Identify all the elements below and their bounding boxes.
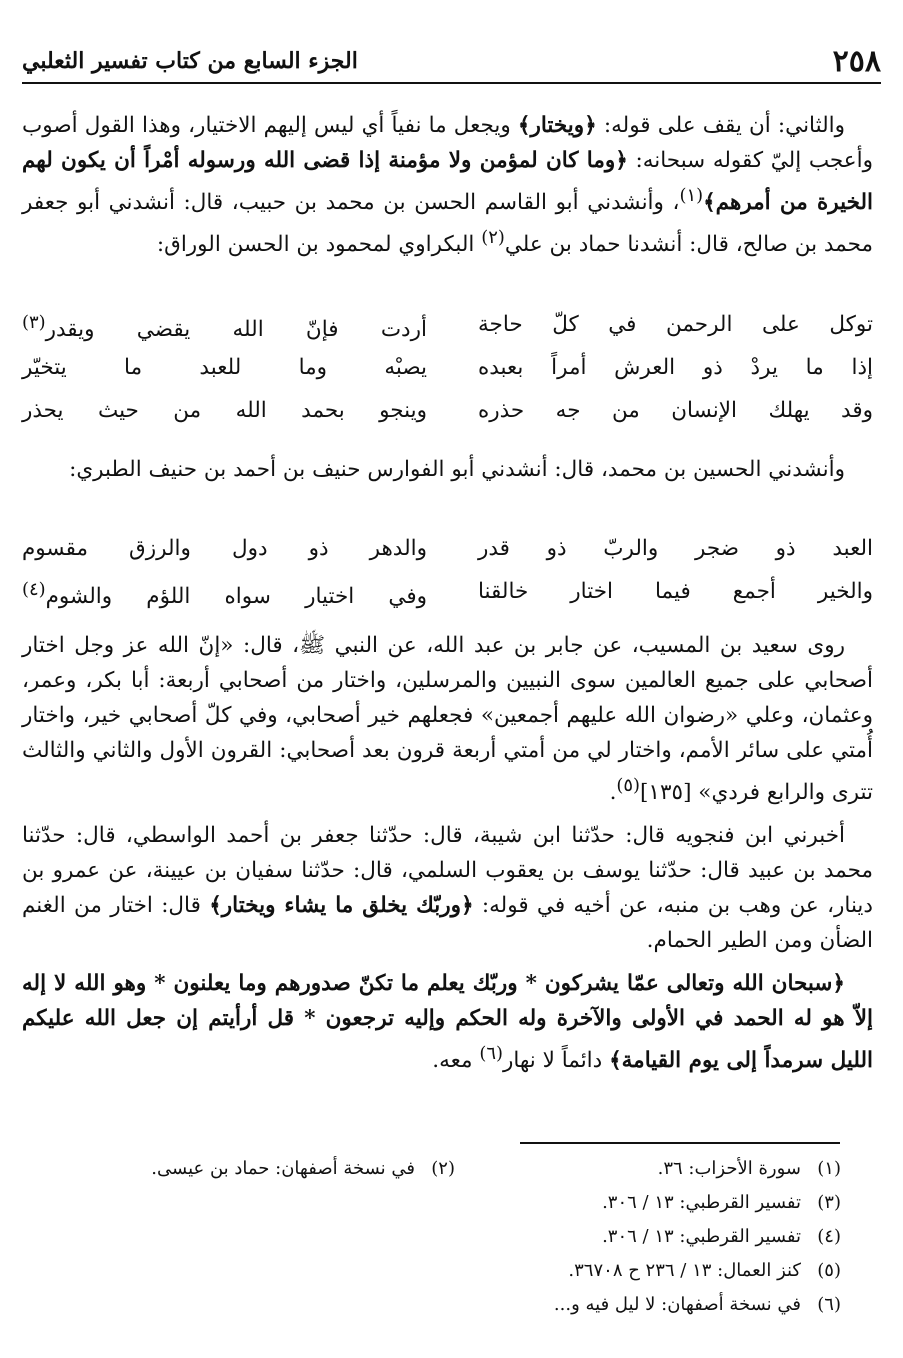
footnote (151, 1152, 455, 1186)
text-block-2 (22, 452, 873, 487)
text-run: والثاني: أن يقف على قوله: (596, 113, 846, 138)
footnote (554, 1288, 841, 1322)
poem-2 (22, 536, 873, 622)
text-block-3 (22, 628, 873, 1078)
text-run: روى سعيد بن المسيب، عن جابر بن عبد الله، عن النبي ﷺ، قال: «إنّ الله عز وجل اختار أصحابي على جميع العالمين سوى النبيين والمرسلين، واختار من أصحابي أربعة: أبا بكر، وعمر، وعثمان، وعلي «رضوان الله عليهم أجمعين» فجعلهم خير أصحابي، وفي كلّ أصحابي خير، واختار أُمتي على سائر الأمم، واختار لي من أمتي أربعة قرون بعد أصحابي: القرون الأول والثاني والثالث تترى والرابع فردي» [١٣٥] (22, 633, 873, 806)
text-run: ، وأنشدني أبو القاسم الحسن بن محمد بن حبيب، قال: أنشدني أبو جعفر محمد بن صالح، قال: أنشدنا حماد بن علي (22, 190, 873, 258)
text-run: . (609, 780, 617, 806)
footnote-ref: (٥) (616, 775, 641, 796)
footnote-divider (520, 1142, 840, 1144)
poem-1 (22, 312, 873, 441)
text-block-1 (22, 108, 873, 262)
text-run: ويجعل ما نفياً أي ليس إليهم الاختيار، وهذا القول أصوب وأعجب إليّ كقوله سبحانه: (22, 113, 873, 173)
hemistich: إذا ما يردْ ذو العرش أمراً بعبده (478, 355, 873, 380)
footnote-number: (٦) (817, 1294, 841, 1315)
page-header (22, 40, 881, 84)
footnote-text: في نسخة أصفهان: حماد بن عيسى. (151, 1158, 415, 1179)
footnote (568, 1254, 841, 1288)
hemistich: يصبْه وما للعبد ما يتخيّر (22, 355, 427, 380)
footnote-number: (١) (817, 1158, 841, 1179)
footnote-ref: (٢) (481, 227, 505, 249)
hemistich: العبد ذو ضجر والربّ ذو قدر (478, 536, 873, 561)
text-run: معه. (432, 1048, 480, 1074)
footnote-ref: (١) (679, 185, 704, 206)
poem-line (22, 536, 873, 579)
poem-line (22, 579, 873, 622)
paragraph: وأنشدني الحسين بن محمد، قال: أنشدني أبو الفوارس حنيف بن أحمد بن حنيف الطبري: (69, 457, 845, 482)
quran-quote: ﴿ويختار﴾ (517, 113, 597, 138)
quran-quote: ﴿سبحان الله وتعالى عمّا يشركون * وربّك يعلم ما تكنّ صدورهم وما يعلنون * وهو الله لا إله إلاّ هو له الحمد في الأولى والآخرة وله الحكم وإليه ترجعون * قل أرأيتم إن جعل الله عليكم الليل سرمداً إلى يوم القيامة﴾ (22, 971, 873, 1074)
hemistich (22, 312, 427, 342)
footnote (602, 1186, 841, 1220)
paragraph (22, 966, 873, 1078)
footnote-number: (٥) (817, 1260, 841, 1281)
poem-line (22, 312, 873, 355)
quran-quote: ﴿وما كان لمؤمن ولا مؤمنة إذا قضى الله ورسوله أمْراً أن يكون لهم الخيرة من أمرهم﴾ (22, 148, 874, 216)
footnote-text: تفسير القرطبي: ١٣ / ٣٠٦. (602, 1226, 801, 1247)
quran-quote: ﴿وربّك يخلق ما يشاء ويختار﴾ (209, 893, 474, 919)
text-run: دائماً لا نهار (502, 1048, 610, 1074)
hemistich: توكل على الرحمن في كلّ حاجة (478, 312, 873, 337)
hemistich (22, 579, 427, 609)
hemistich: وينجو بحمد الله من حيث يحذر (22, 398, 427, 423)
poem-line (22, 398, 873, 441)
footnote (602, 1220, 841, 1254)
footnote-number: (٤) (817, 1226, 841, 1247)
running-title: الجزء السابع من كتاب تفسير الثعلبي (22, 48, 358, 74)
footnote-ref: (٣) (22, 312, 46, 333)
footnote (658, 1152, 841, 1186)
footnote-text: تفسير القرطبي: ١٣ / ٣٠٦. (602, 1192, 801, 1213)
footnote-text: كنز العمال: ١٣ / ٢٣٦ ح ٣٦٧٠٨. (568, 1260, 801, 1281)
paragraph (22, 108, 873, 262)
hemistich: والخير أجمع فيما اختار خالقنا (478, 579, 873, 604)
hemistich-text: وفي اختيار سواه اللؤم والشوم (45, 584, 427, 610)
text-run: البكراوي لمحمود بن الحسن الوراق: (156, 232, 482, 258)
text-run: أخبرني ابن فنجويه قال: حدّثنا ابن شيبة، قال: حدّثنا جعفر بن أحمد الواسطي، قال: حدّثنا محمد بن عبيد قال: حدّثنا يوسف بن يعقوب السلمي، قال: حدّثنا سفيان بن عيينة، عن عمرو بن دينار، عن وهب بن منبه، عن أخيه في قوله: (22, 823, 873, 919)
paragraph (22, 818, 873, 958)
hemistich: والدهر ذو دول والرزق مقسوم (22, 536, 427, 561)
footnote-number: (٢) (431, 1158, 455, 1179)
footnote-ref: (٤) (22, 579, 46, 600)
footnote-number: (٣) (817, 1192, 841, 1213)
paragraph (22, 628, 873, 810)
hemistich: وقد يهلك الإنسان من جه حذره (478, 398, 873, 423)
poem-line (22, 355, 873, 398)
hemistich-text: أردت فإنّ الله يقضي ويقدر (45, 317, 427, 343)
page-number: ٢٥٨ (832, 44, 881, 79)
footnote-text: في نسخة أصفهان: لا ليل فيه و... (553, 1294, 801, 1315)
text-run: قال: اختار من الغنم الضأن ومن الطير الحمام. (22, 893, 873, 954)
footnote-ref: (٦) (479, 1043, 503, 1065)
footnote-text: سورة الأحزاب: ٣٦. (657, 1158, 801, 1179)
